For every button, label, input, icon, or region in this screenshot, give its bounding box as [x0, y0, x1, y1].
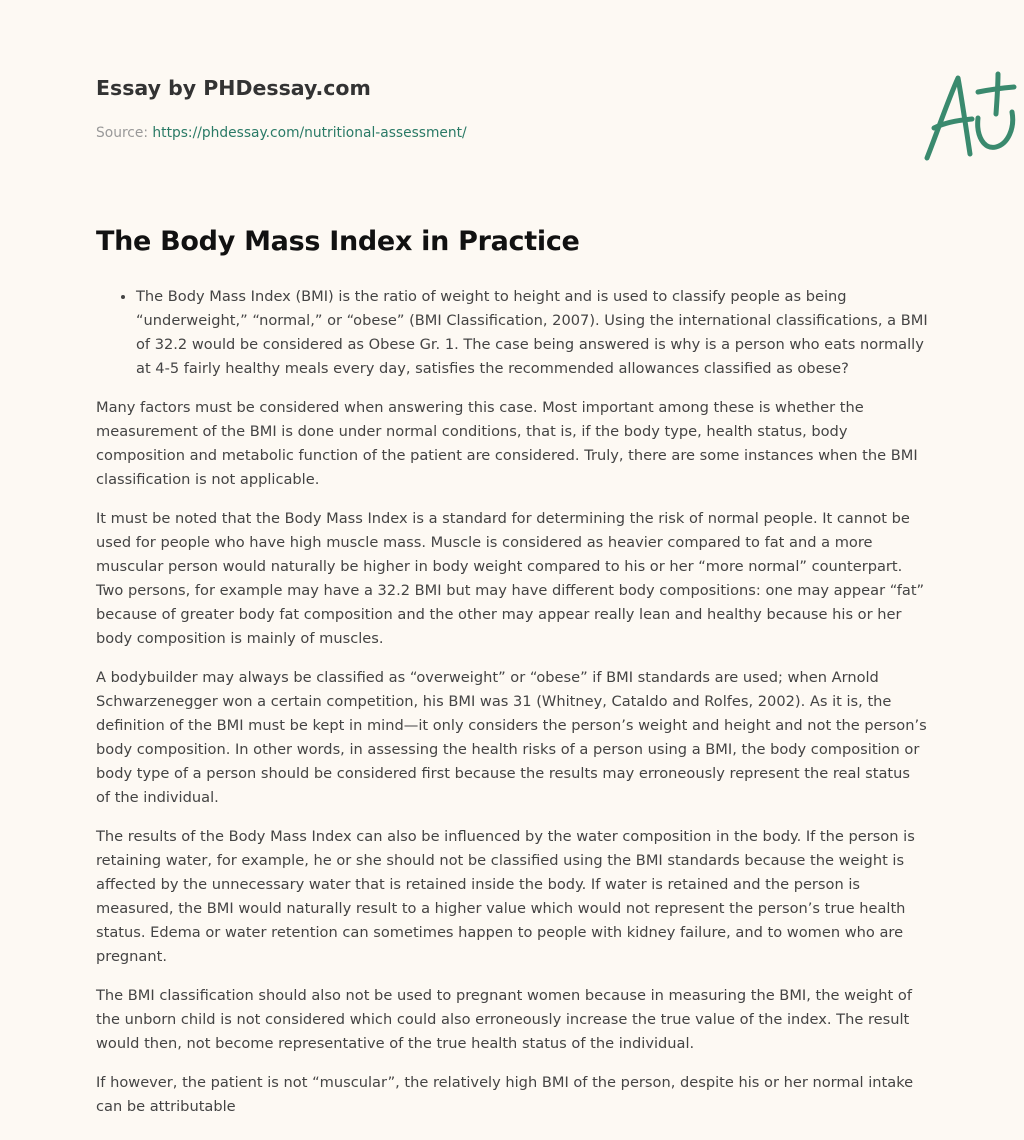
body-paragraph: The results of the Body Mass Index can also be influenced by the water composition in the body. If the person is retaining water, for example, he or she should not be classified using the BMI standards because the weight is affected by the unnecessary water that is retained inside the body. If water is retained and the person is measured, the BMI would naturally result to a higher value which would not represent the person’s true health status. Edema or water retention can sometimes happen to people with kidney failure, and to women who are pregnant. — [96, 828, 915, 965]
source-label: Source: — [96, 125, 153, 141]
essay-body — [96, 285, 928, 1134]
source-link[interactable]: https://phdessay.com/nutritional-assessment/ — [152, 125, 467, 141]
source-line — [96, 125, 467, 141]
intro-bullet: • The Body Mass Index (BMI) is the ratio of weight to height and is used to classify people as being “underweight,” “normal,” or “obese” (BMI Classification, 2007). Using the international classifications, a BMI of 32.2 would be considered as Obese Gr. 1. The case being answered is why is a person who eats normally at 4-5 fairly healthy meals every day, satisfies the recommended allowances classified as obese? — [136, 285, 928, 381]
body-paragraph: It must be noted that the Body Mass Index is a standard for determining the risk of normal people. It cannot be used for people who have high muscle mass. Muscle is considered as heavier compared to fat and a more muscular person would naturally be higher in body weight compared to his or her “more normal” counterpart. Two persons, for example may have a 32.2 BMI but may have different body compositions: one may appear “fat” because of greater body fat composition and the other may appear really lean and healthy because his or her body composition is mainly of muscles. — [96, 510, 925, 647]
body-paragraph: The BMI classification should also not be used to pregnant women because in measuring the BMI, the weight of the unborn child is not considered which could also erroneously increase the true value of the index. The result would then, not become representative of the true health status of the individual. — [96, 987, 912, 1052]
a-plus-grade-icon — [918, 70, 1024, 162]
essay-title: The Body Mass Index in Practice — [96, 226, 580, 257]
body-paragraph: Many factors must be considered when answering this case. Most important among these is whether the measurement of the BMI is done under normal conditions, that is, if the body type, health status, body composition and metabolic function of the patient are considered. Truly, there are some instances when the BMI classification is not applicable. — [96, 399, 918, 488]
body-paragraph: If however, the patient is not “muscular”, the relatively high BMI of the person, despite his or her normal intake can be attributable — [96, 1074, 914, 1115]
site-brand: Essay by PHDessay.com — [96, 76, 371, 100]
body-paragraph: A bodybuilder may always be classified as “overweight” or “obese” if BMI standards are used; when Arnold Schwarzenegger won a certain competition, his BMI was 31 (Whitney, Cataldo and Rolfes, 2002). As it is, the definition of the BMI must be kept in mind—it only considers the person’s weight and height and not the person’s body composition. In other words, in assessing the health risks of a person using a BMI, the body composition or body type of a person should be considered first because the results may erroneously represent the real status of the individual. — [96, 669, 927, 806]
intro-bullet-list — [96, 285, 928, 381]
